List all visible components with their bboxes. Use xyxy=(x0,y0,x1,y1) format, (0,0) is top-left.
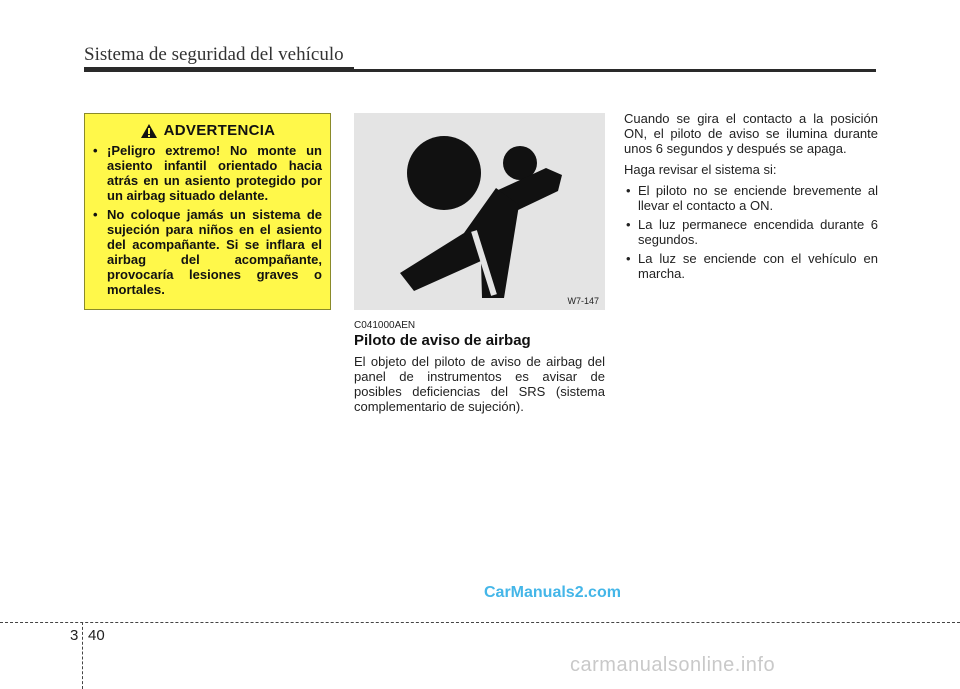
check-item: • La luz se enciende con el vehículo en marcha. xyxy=(624,251,878,281)
warning-title: ADVERTENCIA xyxy=(163,122,276,139)
right-intro: Cuando se gira el contacto a la posición ON, el piloto de aviso se ilumina durante unos 6 segundos y después se apaga. xyxy=(624,111,878,156)
warning-item: • No coloque jamás un sistema de sujeción para niños en el asiento del acompañante. Si se inflara el airbag del acompañante, provocaría lesiones graves o mortales. xyxy=(93,207,322,297)
right-column xyxy=(624,111,878,285)
warning-item: • ¡Peligro extremo! No monte un asiento infantil orientado hacia atrás en un asiento protegido por un airbag situado delante. xyxy=(93,143,322,203)
check-item: • El piloto no se enciende brevemente al llevar el contacto a ON. xyxy=(624,183,878,213)
airbag-figure xyxy=(354,113,605,310)
warning-header xyxy=(93,122,322,139)
section-code: C041000AEN xyxy=(354,320,416,331)
section-title: Piloto de aviso de airbag xyxy=(354,332,531,349)
header-rule-accent xyxy=(84,67,354,72)
check-list xyxy=(624,183,878,281)
warning-triangle-icon xyxy=(140,123,158,139)
section-body: El objeto del piloto de aviso de airbag del panel de instrumentos es avisar de posibles deficiencias del SRS (sistema complementario de sujeción). xyxy=(354,354,605,414)
airbag-warning-icon xyxy=(354,113,605,310)
right-lead: Haga revisar el sistema si: xyxy=(624,162,777,177)
warning-list xyxy=(93,143,322,297)
figure-code: W7-147 xyxy=(567,296,599,306)
check-item: • La luz permanece encendida durante 6 segundos. xyxy=(624,217,878,247)
footer-divider xyxy=(82,622,83,689)
page-number: 40 xyxy=(88,627,105,644)
warning-box xyxy=(84,113,331,310)
watermark-footer: carmanualsonline.info xyxy=(570,654,776,676)
page-header-title: Sistema de seguridad del vehículo xyxy=(84,44,344,65)
chapter-number: 3 xyxy=(70,627,79,644)
watermark-link[interactable]: CarManuals2.com xyxy=(484,584,621,601)
footer-rule xyxy=(0,622,960,623)
